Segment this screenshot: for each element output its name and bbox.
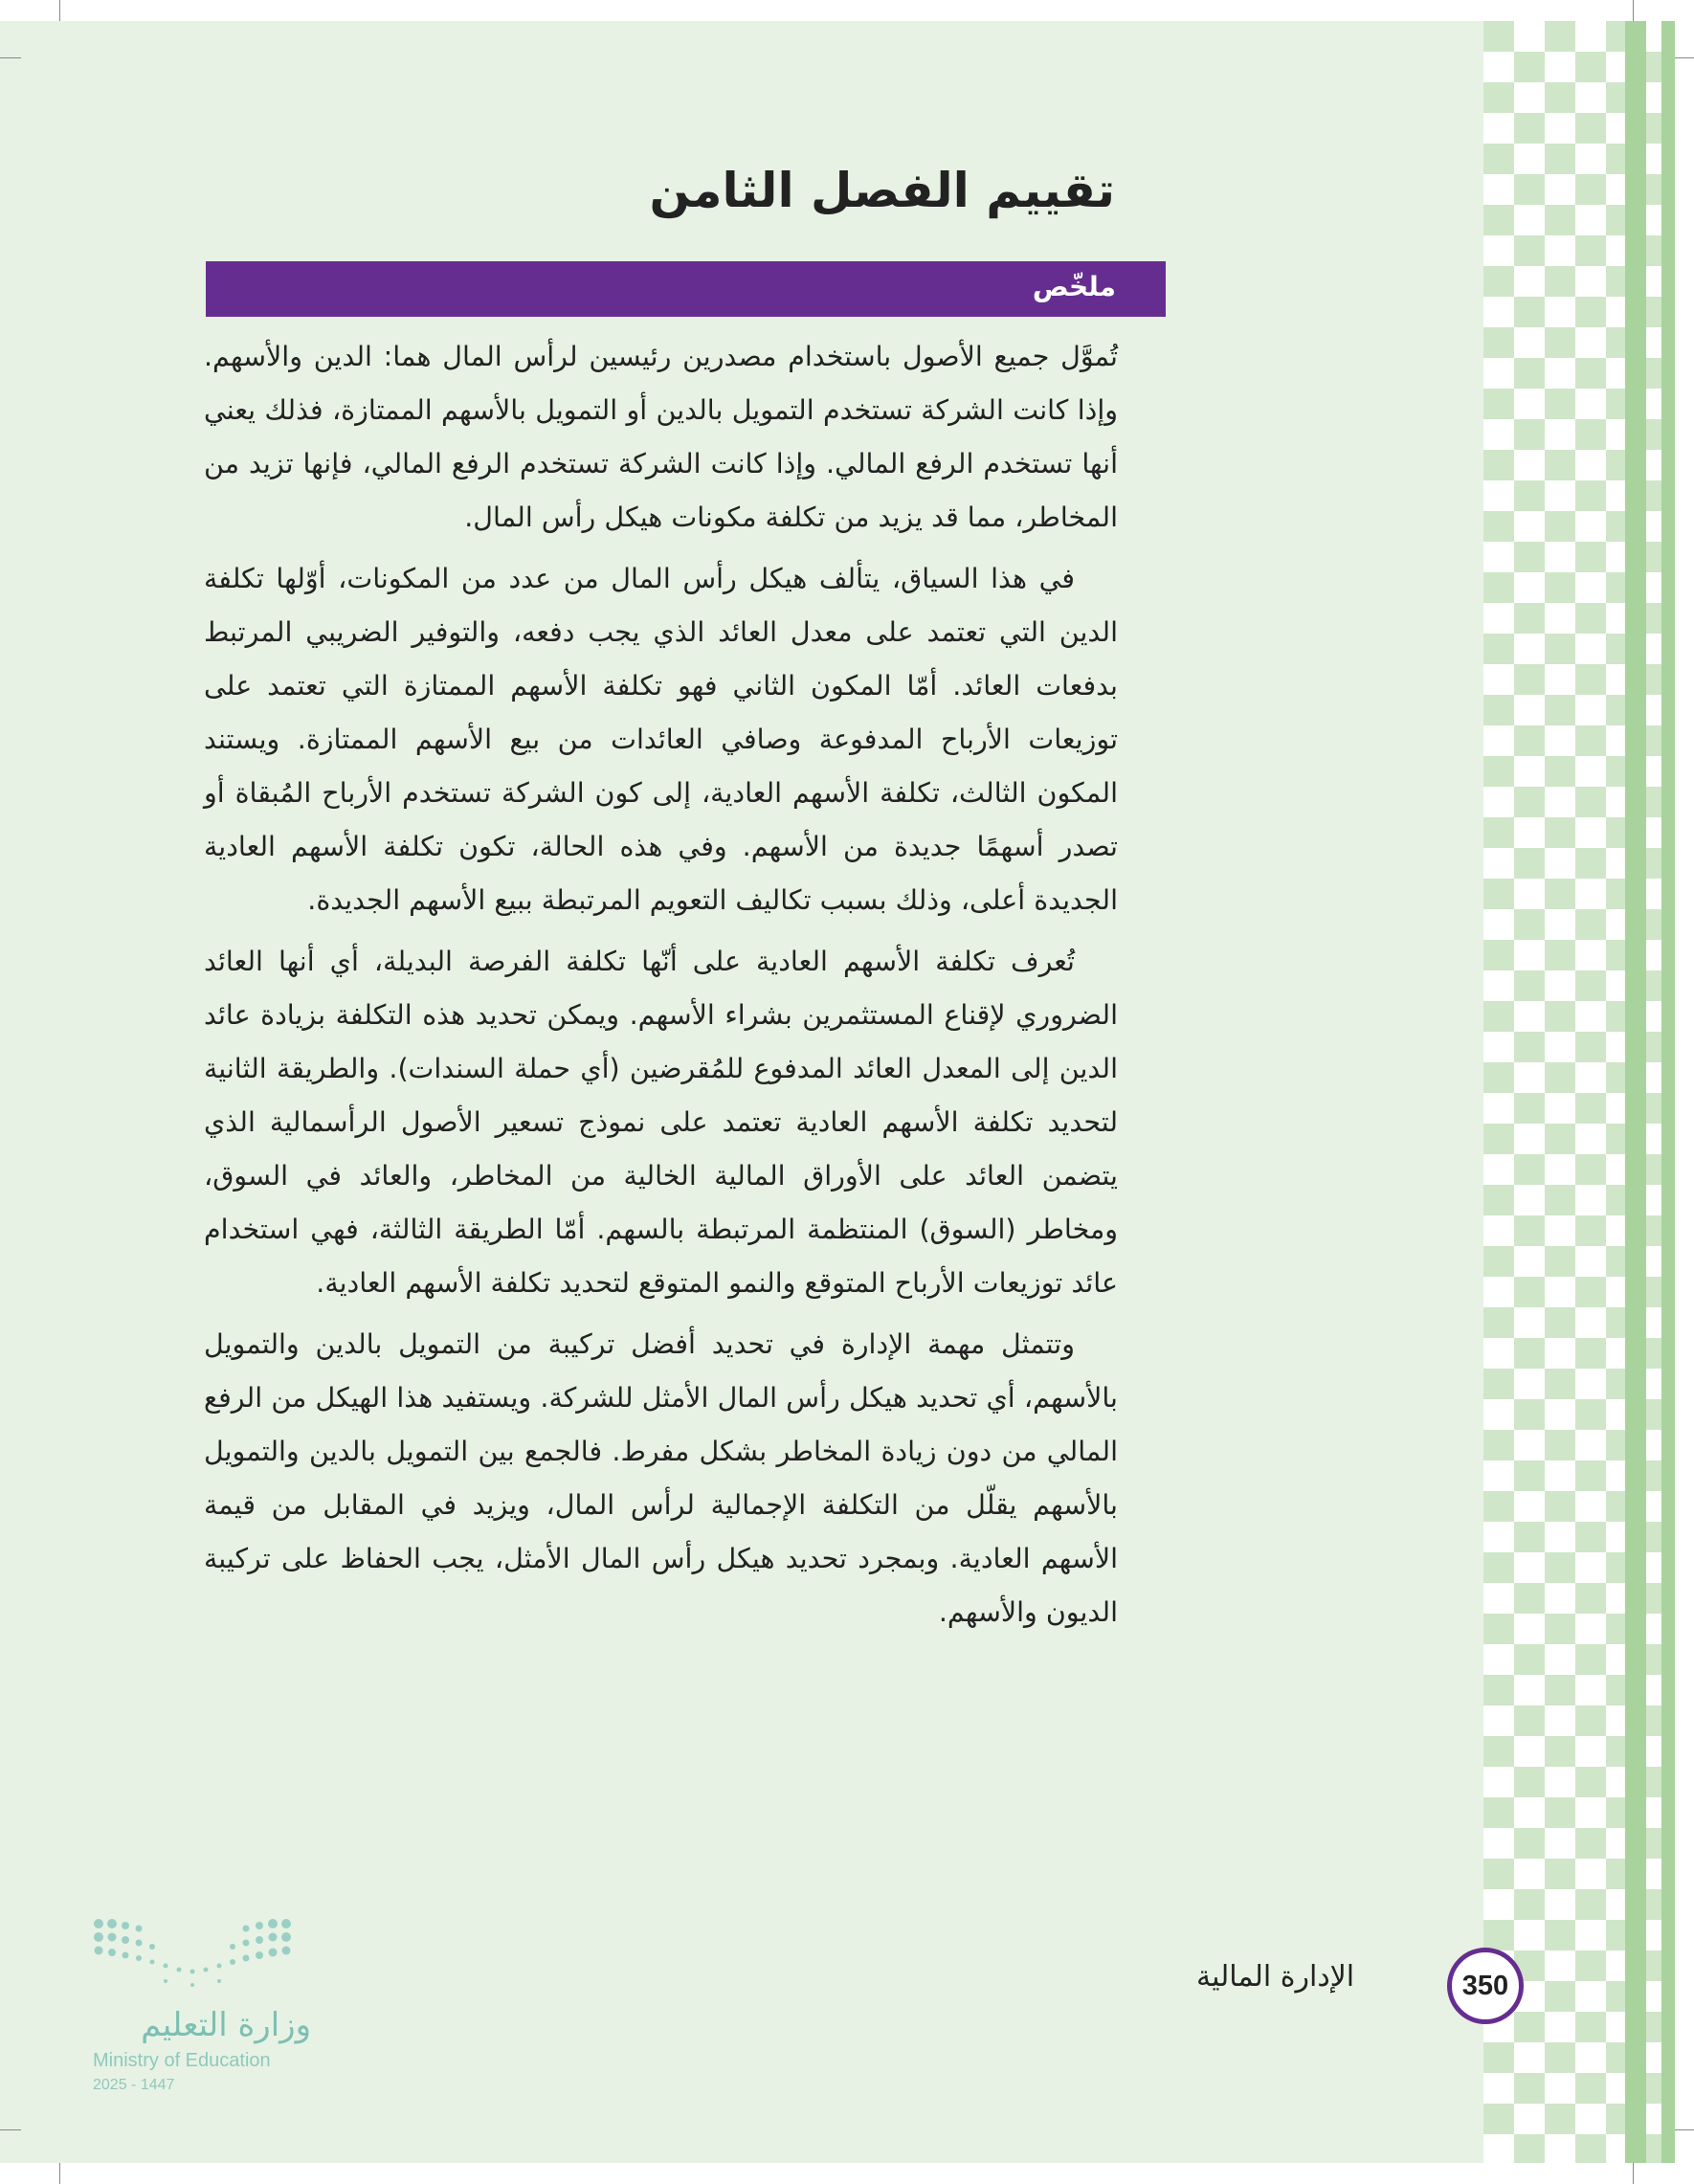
summary-header-bar — [206, 261, 1166, 317]
crop-mark — [1675, 57, 1694, 58]
decorative-stripe — [1625, 21, 1646, 2163]
crop-mark — [1675, 2129, 1694, 2130]
footer-book-title: الإدارة المالية — [1196, 1960, 1355, 1994]
decorative-pattern-border — [1483, 21, 1675, 2163]
ministry-arabic-name: وزارة التعليم — [141, 2006, 311, 2044]
crop-mark — [0, 57, 21, 58]
crop-mark — [59, 2163, 60, 2184]
ministry-year: 2025 - 1447 — [93, 2077, 175, 2093]
crop-mark — [1633, 2163, 1634, 2184]
page-number: 350 — [1461, 1970, 1509, 2001]
summary-paragraph: في هذا السياق، يتألف هيكل رأس المال من عدد من المكونات، أوّلها تكلفة الدين التي تعتمد على معدل العائد الذي يجب دفعه، والتوفير الضريبي المرتبط بدفعات العائد. أمّا المكون الثاني فهو تكلفة الأسهم الممتازة التي تعتمد على توزيعات الأرباح المدفوعة وصافي العائدات من بيع الأسهم الممتازة. ويستند المكون الثالث، تكلفة الأسهم العادية، إلى كون الشركة تستخدم الأرباح المُبقاة أو تصدر أسهمًا جديدة من الأسهم. وفي هذه الحالة، تكون تكلفة الأسهم العادية الجديدة أعلى، وذلك بسبب تكاليف التعويم المرتبطة ببيع الأسهم الجديدة. — [204, 563, 1118, 916]
page-number-badge — [1447, 1948, 1524, 2024]
ministry-logo — [91, 1914, 311, 2106]
crop-mark — [59, 0, 60, 21]
summary-paragraph: تُموَّل جميع الأصول باستخدام مصدرين رئيسين لرأس المال هما: الدين والأسهم. وإذا كانت الشركة تستخدم التمويل بالدين أو التمويل بالأسهم الممتازة، فذلك يعني أنها تستخدم الرفع المالي. وإذا كانت الشركة تستخدم الرفع المالي، فإنها تزيد من المخاطر، مما قد يزيد من تكلفة مكونات هيكل رأس المال. — [204, 341, 1118, 533]
decorative-stripe — [1661, 21, 1675, 2163]
crop-mark — [1633, 0, 1634, 21]
summary-paragraph: وتتمثل مهمة الإدارة في تحديد أفضل تركيبة من التمويل بالدين والتمويل بالأسهم، أي تحديد هيكل رأس المال الأمثل للشركة. ويستفيد هذا الهيكل من الرفع المالي من دون زيادة المخاطر بشكل مفرط. فالجمع بين التمويل بالدين والتمويل بالأسهم يقلّل من التكلفة الإجمالية لرأس المال، ويزيد في المقابل من قيمة الأسهم العادية. وبمجرد تحديد هيكل رأس المال الأمثل، يجب الحفاظ على تركيبة الديون والأسهم. — [204, 1328, 1118, 1628]
summary-label: ملخّص — [1032, 271, 1116, 302]
ministry-english-name: Ministry of Education — [93, 2050, 271, 2071]
summary-paragraph: تُعرف تكلفة الأسهم العادية على أنّها تكلفة الفرصة البديلة، أي أنها العائد الضروري لإقناع المستثمرين بشراء الأسهم. ويمكن تحديد هذه التكلفة بزيادة عائد الدين إلى المعدل العائد المدفوع للمُقرضين (أي حملة السندات). والطريقة الثانية لتحديد تكلفة الأسهم العادية تعتمد على نموذج تسعير الأصول الرأسمالية الذي يتضمن العائد على الأوراق المالية الخالية من المخاطر، والعائد في السوق، ومخاطر (السوق) المنتظمة المرتبطة بالسهم. أمّا الطريقة الثالثة، فهي استخدام عائد توزيعات الأرباح المتوقع والنمو المتوقع لتحديد تكلفة الأسهم العادية. — [204, 946, 1118, 1299]
crop-mark — [0, 2129, 21, 2130]
ministry-logo-dots-icon — [91, 1914, 301, 2005]
chapter-assessment-title: تقييم الفصل الثامن — [649, 163, 1115, 218]
summary-body — [204, 330, 1118, 1647]
